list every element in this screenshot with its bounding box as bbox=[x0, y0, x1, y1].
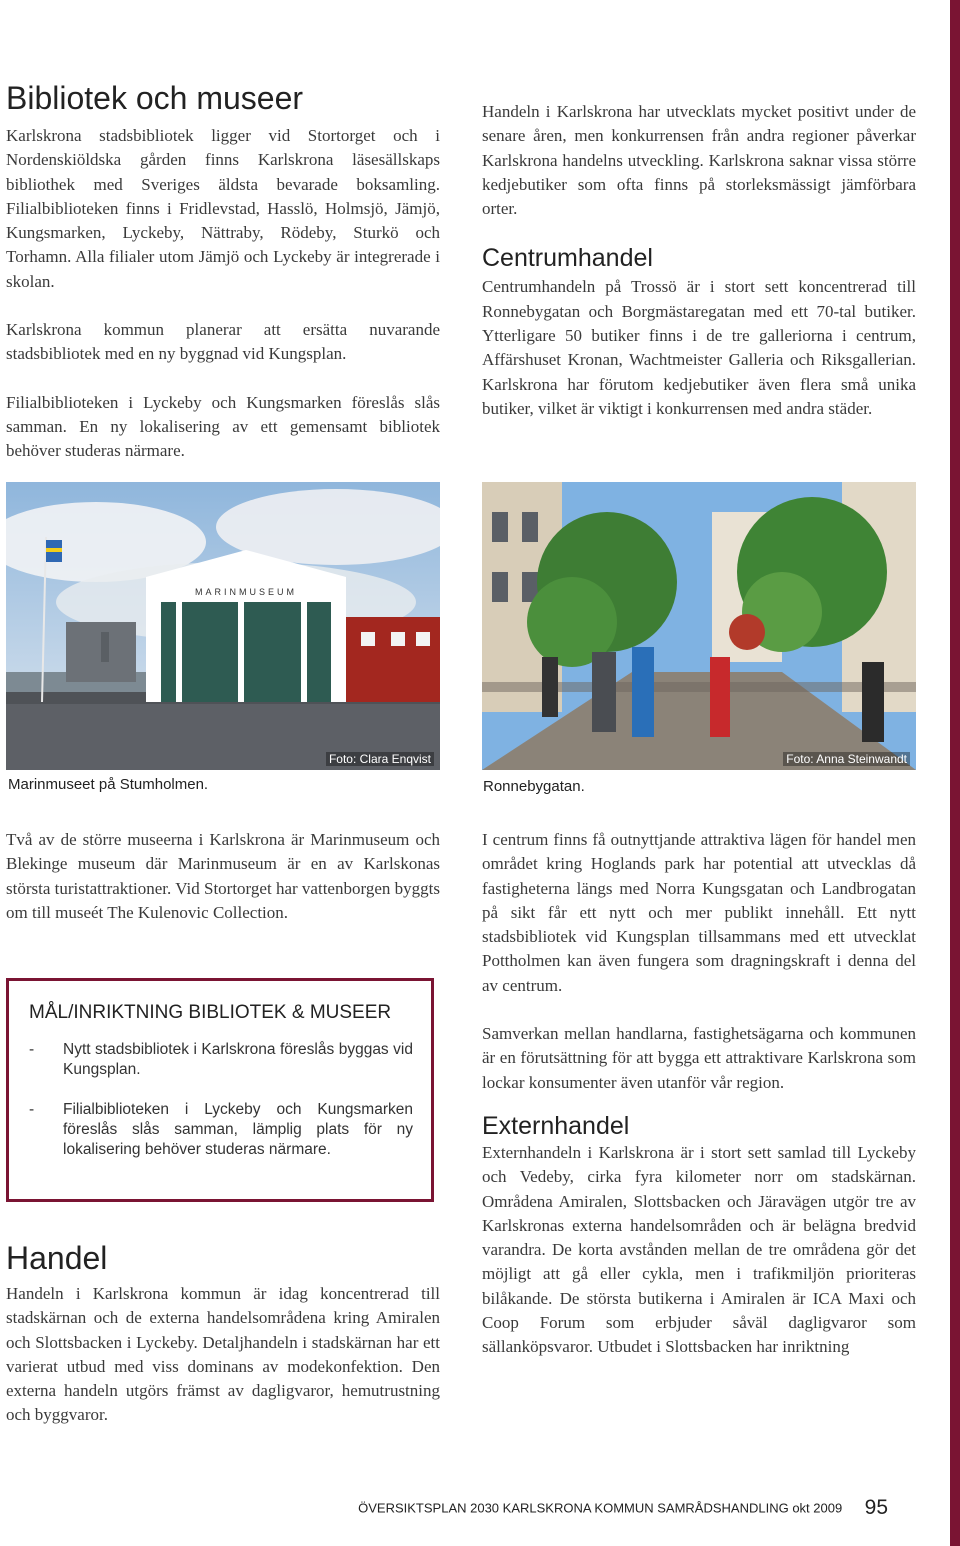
trade-intro-paragraph: Handeln i Karlskrona har utvecklats mycket positivt under de senare åren, men konkurrensen från andra regioner påverkar Karlskrona handelns utveckling. Karlskrona saknar vissa större kedjebutiker som ofta finns på storleksmässigt jämförbara orter. bbox=[482, 102, 916, 219]
left-photo-caption: Marinmuseet på Stumholmen. bbox=[8, 776, 209, 793]
page-number: 95 bbox=[864, 1496, 888, 1519]
libraries-paragraph-2: Karlskrona kommun planerar att ersätta nuvarande stadsbibliotek med en ny byggnad vid Kungsplan. bbox=[6, 320, 440, 364]
museums-section bbox=[6, 828, 440, 925]
marinmuseum-photo bbox=[6, 482, 440, 770]
goal-item bbox=[29, 1040, 413, 1080]
handel-heading: Handel bbox=[6, 1240, 108, 1276]
centrum-paragraph: Centrumhandeln på Trossö är i stort sett koncentrerad till Ronnebygatan och Borgmästaregatan med ett 70-tal butiker. Ytterligare 50 butiker finns i de tre galleriorna i centrum, Affärshuset Kronan, Wachtmeister Galleria och Riksgallerian. Karlskrona har förutom kedjebutiker även flera små unika butiker, vilket är viktigt i konkurrensen med andra städer. bbox=[482, 277, 916, 418]
right-photo-caption: Ronnebygatan. bbox=[483, 778, 585, 795]
handel-section bbox=[6, 1240, 440, 1428]
page-edge-bar bbox=[950, 0, 960, 1546]
ronnebygatan-illustration bbox=[482, 482, 916, 770]
libraries-section bbox=[6, 80, 440, 464]
goal-text: Nytt stadsbibliotek i Karlskrona föreslås byggas vid Kungsplan. bbox=[63, 1041, 413, 1078]
libraries-paragraph-3: Filialbiblioteken i Lyckeby och Kungsmarken föreslås slås samman. En ny lokalisering av ett gemensamt bibliotek behöver studeras närmare. bbox=[6, 392, 440, 461]
goal-bullet: - bbox=[29, 1041, 35, 1058]
goal-item bbox=[29, 1100, 413, 1160]
goals-box bbox=[6, 978, 434, 1202]
centrum-development-paragraph-2: Samverkan mellan handlarna, fastighetsägarna och kommunen är en förutsättning för att bygga ett attraktivare Karlskrona som lockar konsumenter även utanför vår region. bbox=[482, 1024, 916, 1092]
right-photo-credit: Foto: Anna Steinwandt bbox=[783, 752, 910, 766]
page-footer bbox=[0, 1496, 888, 1520]
handel-paragraph: Handeln i Karlskrona kommun är idag koncentrerad till stadskärnan och de externa handelsområdena kring Amiralen och Slottsbacken i Lyckeby. Detaljhandeln i stadskärnan har ett varierat utbud med viss dominans av modekonfektion. Den externa handeln utgörs främst av dagligvaror, hemutrustning och byggvaror. bbox=[6, 1284, 440, 1425]
footer-text: ÖVERSIKTSPLAN 2030 KARLSKRONA KOMMUN SAMRÅDSHANDLING okt 2009 bbox=[358, 1500, 843, 1516]
goals-title: MÅL/INRIKTNING BIBLIOTEK & MUSEER bbox=[29, 1002, 392, 1023]
centrum-heading: Centrumhandel bbox=[482, 244, 653, 273]
marinmuseum-illustration bbox=[6, 482, 440, 770]
marinmuseum-sign: MARINMUSEUM bbox=[195, 587, 297, 597]
left-photo-credit: Foto: Clara Enqvist bbox=[326, 752, 434, 766]
trade-intro-section bbox=[482, 100, 916, 421]
libraries-heading: Bibliotek och museer bbox=[6, 80, 304, 116]
goal-bullet: - bbox=[29, 1101, 35, 1118]
libraries-paragraph-1: Karlskrona stadsbibliotek ligger vid Stortorget och i Nordenskiöldska gården finns Karlskrona läsesällskaps bibliothek med Sveriges äldsta bevarade boksamling. Filialbiblioteken finns i Fridlevstad, Hasslö, Holmsjö, Jämjö, Kungsmarken, Lyckeby, Nättraby, Rödeby, Sturkö och Torhamn. Alla filialer utom Jämjö och Lyckeby är integrerade i skolan. bbox=[6, 126, 440, 291]
externhandel-paragraph: Externhandeln i Karlskrona är i stort sett samlad till Lyckeby och Vedeby, cirka fyra kilometer norr om stadskärnan. Områdena Amiralen, Slottsbacken och Järavägen utgör tre av Karlskronas externa handelsområden och är belägna bredvid varandra. De korta avstånden mellan de tre områdena gör det möjligt att gå eller cykla, men i trafikmiljön prioriteras bilåkande. De största butikerna i Amiralen är ICA Maxi och Coop Forum som erbjuder såväl dagligvaror som sällanköpsvaror. Utbudet i Slottsbacken har inriktning bbox=[482, 1142, 916, 1357]
centrum-development-paragraph-1: I centrum finns få outnyttjande attraktiva lägen för handel men området kring Hoglands park har potential att utvecklas då fastigheterna längs med Norra Kungsgatan och Landbrogatan på sikt får ett nytt och mer publikt innehåll. Ett nytt stadsbibliotek vid Kungsplan tillsammans med ett utvecklat Pottholmen kan även fungera som dragningskraft i denna del av centrum. bbox=[482, 830, 916, 995]
museums-paragraph: Två av de större museerna i Karlskrona är Marinmuseum och Blekinge museum där Marinmuseum är en av Karlskonas största turistattraktioner. Vid Stortorget har vattenborgen byggts om till museét The Kulenovic Collection. bbox=[6, 830, 440, 922]
centrum-development-section bbox=[482, 828, 916, 1360]
externhandel-heading: Externhandel bbox=[482, 1111, 630, 1140]
ronnebygatan-photo bbox=[482, 482, 916, 770]
goals-list bbox=[29, 1040, 413, 1160]
goal-text: Filialbiblioteken i Lyckeby och Kungsmarken föreslås slås samman, lämplig plats för ny lokalisering behöver studeras närmare. bbox=[63, 1101, 413, 1158]
